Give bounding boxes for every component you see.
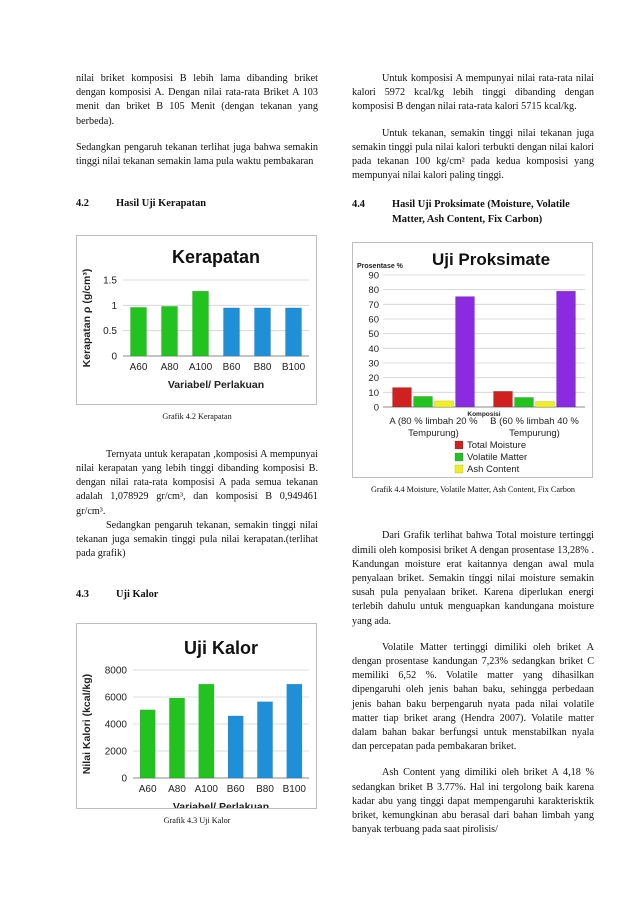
x-tick-label: A100 (188, 361, 213, 373)
x-tick-label: B (60 % limbah 40 % (490, 416, 579, 428)
right-column (352, 72, 594, 849)
x-tick-label: A80 (160, 361, 179, 373)
y-tick-label: 8000 (104, 665, 127, 677)
chart-title: Uji Proksimate (431, 250, 551, 270)
x-tick-label: Tempurung) (408, 428, 459, 440)
y-axis-label: Prosentase % (357, 263, 403, 271)
series-fourth-bar (456, 297, 475, 407)
legend-swatch (455, 453, 463, 461)
y-tick-label: 2000 (104, 746, 127, 758)
chart-title: Uji Kalor (183, 637, 259, 658)
paragraph: Sedangkan pengaruh tekanan terlihat juga bahwa semakin tinggi nilai tekanan semakin lama pula waktu pembakaran (76, 141, 318, 168)
x-tick-label: B80 (256, 783, 274, 795)
x-tick-label: A (80 % limbah 20 % (389, 416, 478, 428)
bar (257, 702, 272, 778)
bar (199, 684, 214, 778)
paragraph: Sedangkan pengaruh tekanan, semakin tinggi nilai tekanan juga semakin tinggi pula nilai kerapatan.(terlihat pada grafik) (76, 519, 318, 560)
kerapatan-chart (76, 235, 317, 405)
y-tick-label: 60 (368, 314, 379, 326)
bar (169, 698, 184, 778)
section-number: 4.3 (76, 589, 89, 601)
x-tick-label: Tempurung) (509, 428, 560, 440)
legend-label: Ash Content (467, 464, 520, 476)
bar (228, 716, 243, 778)
y-tick-label: 40 (368, 344, 379, 356)
series-total-moisture-bar (393, 388, 412, 407)
kerapatan-chart-svg (77, 236, 316, 404)
y-tick-label: 0 (111, 351, 117, 363)
x-tick-label: B60 (226, 783, 245, 795)
section-title: Hasil Uji Proksimate (Moisture, Volatile Matter, Ash Content, Fix Carbon) (392, 199, 570, 225)
x-tick-label: B100 (281, 361, 306, 373)
section-heading-4-2 (76, 197, 318, 212)
x-axis-label: Variabel/ Perlakuan (172, 800, 270, 808)
x-tick-label: A80 (168, 783, 186, 795)
paragraph: Untuk tekanan, semakin tinggi nilai tekanan juga semakin tinggi pula nilai kalori terbukti dengan nilai kalori pada tekanan 100 kg/cm² pada kedua komposisi yang mempunyai nilai kalori paling tinggi. (352, 127, 594, 182)
y-axis-label: Kerapatan ρ (g/cm³) (81, 268, 93, 368)
legend-swatch (455, 441, 463, 449)
y-tick-label: 6000 (104, 692, 127, 704)
section-title: Hasil Uji Kerapatan (116, 198, 207, 210)
y-tick-label: 0 (121, 773, 127, 785)
y-tick-label: 10 (368, 388, 379, 400)
bar (223, 308, 239, 356)
y-tick-label: 70 (368, 300, 379, 312)
y-tick-label: 80 (368, 285, 379, 297)
section-title: Uji Kalor (116, 589, 159, 601)
kalor-chart (76, 623, 317, 809)
series-fourth-bar (557, 292, 576, 408)
bar (161, 306, 177, 356)
paragraph: Untuk komposisi A mempunyai nilai rata-rata nilai kalori 5972 kcal/kg lebih tinggi dibanding dengan komposisi B dengan nilai rata-rata kalori 5715 kcal/kg. (352, 73, 594, 113)
y-tick-label: 0 (373, 402, 379, 414)
y-tick-label: 50 (368, 329, 379, 341)
series-volatile-matter-bar (414, 397, 433, 408)
x-axis-label: Komposisi (467, 411, 501, 419)
bar (130, 307, 146, 356)
legend-label: Volatile Matter (467, 452, 528, 464)
section-heading-4-4 (352, 198, 594, 227)
x-axis-label: Variabel/ Perlakuan (167, 378, 265, 391)
x-tick-label: B100 (282, 783, 307, 795)
proksimate-chart (352, 242, 593, 478)
series-ash-content-bar (536, 402, 555, 408)
x-tick-label: B60 (222, 361, 241, 373)
y-tick-label: 4000 (104, 719, 127, 731)
y-tick-label: 0.5 (103, 325, 117, 337)
legend-swatch (455, 465, 463, 473)
section-number: 4.2 (76, 198, 89, 210)
y-axis-label: Nilai Kalori (kcal/kg) (81, 673, 93, 775)
series-volatile-matter-bar (515, 398, 534, 408)
figure-caption: Grafik 4.2 Kerapatan (162, 411, 232, 421)
x-tick-label: A100 (194, 783, 219, 795)
bar (254, 308, 270, 356)
paragraph: nilai briket komposisi B lebih lama dibanding briket dengan komposisi A. Dengan nilai rata-rata Briket A 103 menit dan briket B 105 Menit (dengan tekanan yang berbeda). (76, 73, 318, 127)
paragraph: Volatile Matter tertinggi dimiliki oleh briket A dengan prosentase kandungan 7,23% sedangkan briket C memiliki 6,52 %. Volatile matter yang dihasilkan dipengaruhi oleh jenis bahan baku, sehingga perbedaan jenis bahan baku berpengaruh nyata pada nilai volatile matter tiap briket arang (Hendra 2007). Volatile matter dalam bahan bakar berfungsi untuk menstabilkan nyala dan percepatan pada pembakaran briket. (352, 641, 594, 753)
x-tick-label: A60 (129, 361, 148, 373)
series-ash-content-bar (435, 401, 454, 407)
proksimate-chart-svg (353, 243, 592, 477)
bar (192, 291, 208, 356)
x-tick-label: A60 (138, 783, 157, 795)
y-tick-label: 20 (368, 373, 379, 385)
left-column (76, 72, 318, 826)
y-tick-label: 90 (368, 270, 379, 282)
legend-label: Total Moisture (467, 440, 527, 452)
paragraph: Dari Grafik terlihat bahwa Total moisture tertinggi dimili oleh komposisi briket A dengan prosentase 13,28% . Kandungan moisture erat kaitannya dengan awal mula penyalaan briket. Semakin tinggi nilai moisture semakin susah pula penyalaan briket. Karena diperlukan energi terlebih dahulu untuk menguapkan kandungana moisture yang ada. (352, 530, 594, 627)
figure-caption: Grafik 4.3 Uji Kalor (163, 815, 231, 825)
paragraph: Ternyata untuk kerapatan ,komposisi A mempunyai nilai kerapatan yang lebih tinggi dibanding komposisi B. dengan nilai rata-rata komposisi A pada semua tekanan adalah 1,078929 gr/cm³, dan komposisi B 0,949461 gr/cm³. (76, 448, 318, 517)
x-tick-label: B80 (253, 361, 272, 373)
series-total-moisture-bar (494, 392, 513, 408)
bar (287, 684, 302, 778)
bar (140, 710, 155, 778)
figure-caption: Grafik 4.4 Moisture, Volatile Matter, Ash Content, Fix Carbon (370, 485, 576, 495)
y-tick-label: 30 (368, 358, 379, 370)
paragraph: Ash Content yang dimiliki oleh briket A 4,18 % sedangkan briket B 3.77%. Hal ini tergolong baik karena kadar abu yang tinggi dapat mempengaruhi karakterisktik briket, kemungkinan abu berasal dari bahan limbah yang banyak terbuang pada saat pirolisis/ (352, 767, 594, 836)
section-heading-4-3 (76, 588, 318, 603)
section-number: 4.4 (352, 199, 365, 211)
chart-title: Kerapatan (171, 246, 261, 267)
y-tick-label: 1 (111, 300, 117, 312)
y-tick-label: 1.5 (103, 275, 117, 287)
bar (285, 308, 301, 356)
kalor-chart-svg (77, 624, 316, 808)
